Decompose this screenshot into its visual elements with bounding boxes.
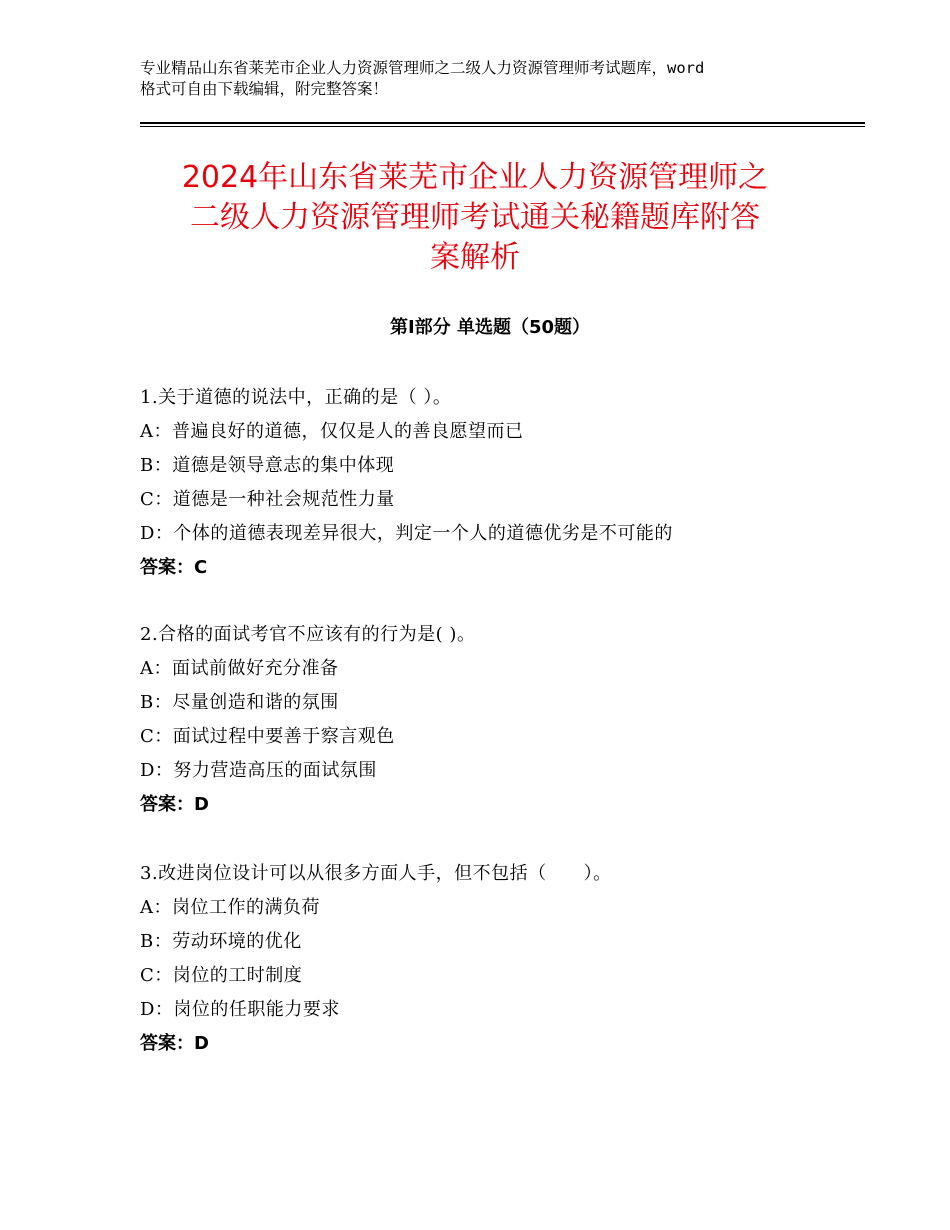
option-c: C：面试过程中要善于察言观色 [140,726,395,747]
option-a: A：普遍良好的道德，仅仅是人的善良愿望而已 [140,421,524,442]
document-title-line-3: 案解析 [430,240,520,275]
question-1 [140,381,860,585]
header-note-line-1: 专业精品山东省莱芜市企业人力资源管理师之二级人力资源管理师考试题库，word [140,59,705,77]
answer: 答案：D [140,1033,209,1054]
answer: 答案：C [140,557,208,578]
option-b: B：道德是领导意志的集中体现 [140,455,395,476]
header-note-line-2: 格式可自由下载编辑，附完整答案！ [140,80,389,98]
question-stem: 1.关于道德的说法中，正确的是（ ）。 [140,387,452,408]
answer: 答案：D [140,794,209,815]
option-c: C：岗位的工时制度 [140,965,303,986]
option-a: A：岗位工作的满负荷 [140,897,320,918]
question-3 [140,857,860,1061]
question-2 [140,618,860,822]
question-stem: 3.改进岗位设计可以从很多方面人手，但不包括（ ）。 [140,863,612,884]
document-title-line-1: 2024年山东省莱芜市企业人力资源管理师之 [181,160,769,195]
option-c: C：道德是一种社会规范性力量 [140,489,395,510]
document-title [120,158,830,278]
option-d: D：岗位的任职能力要求 [140,999,340,1020]
document-title-line-2: 二级人力资源管理师考试通关秘籍题库附答 [190,200,760,235]
option-b: B：尽量创造和谐的氛围 [140,692,339,713]
header-rule-thin [140,126,865,127]
section-heading: 第Ⅰ部分 单选题（50题） [389,317,590,338]
header-rule-thick [140,122,865,124]
header-note [140,58,830,100]
option-a: A：面试前做好充分准备 [140,658,339,679]
question-stem: 2.合格的面试考官不应该有的行为是( )。 [140,624,476,645]
option-b: B：劳动环境的优化 [140,931,302,952]
option-d: D：个体的道德表现差异很大，判定一个人的道德优劣是不可能的 [140,523,673,544]
option-d: D：努力营造高压的面试氛围 [140,760,377,781]
